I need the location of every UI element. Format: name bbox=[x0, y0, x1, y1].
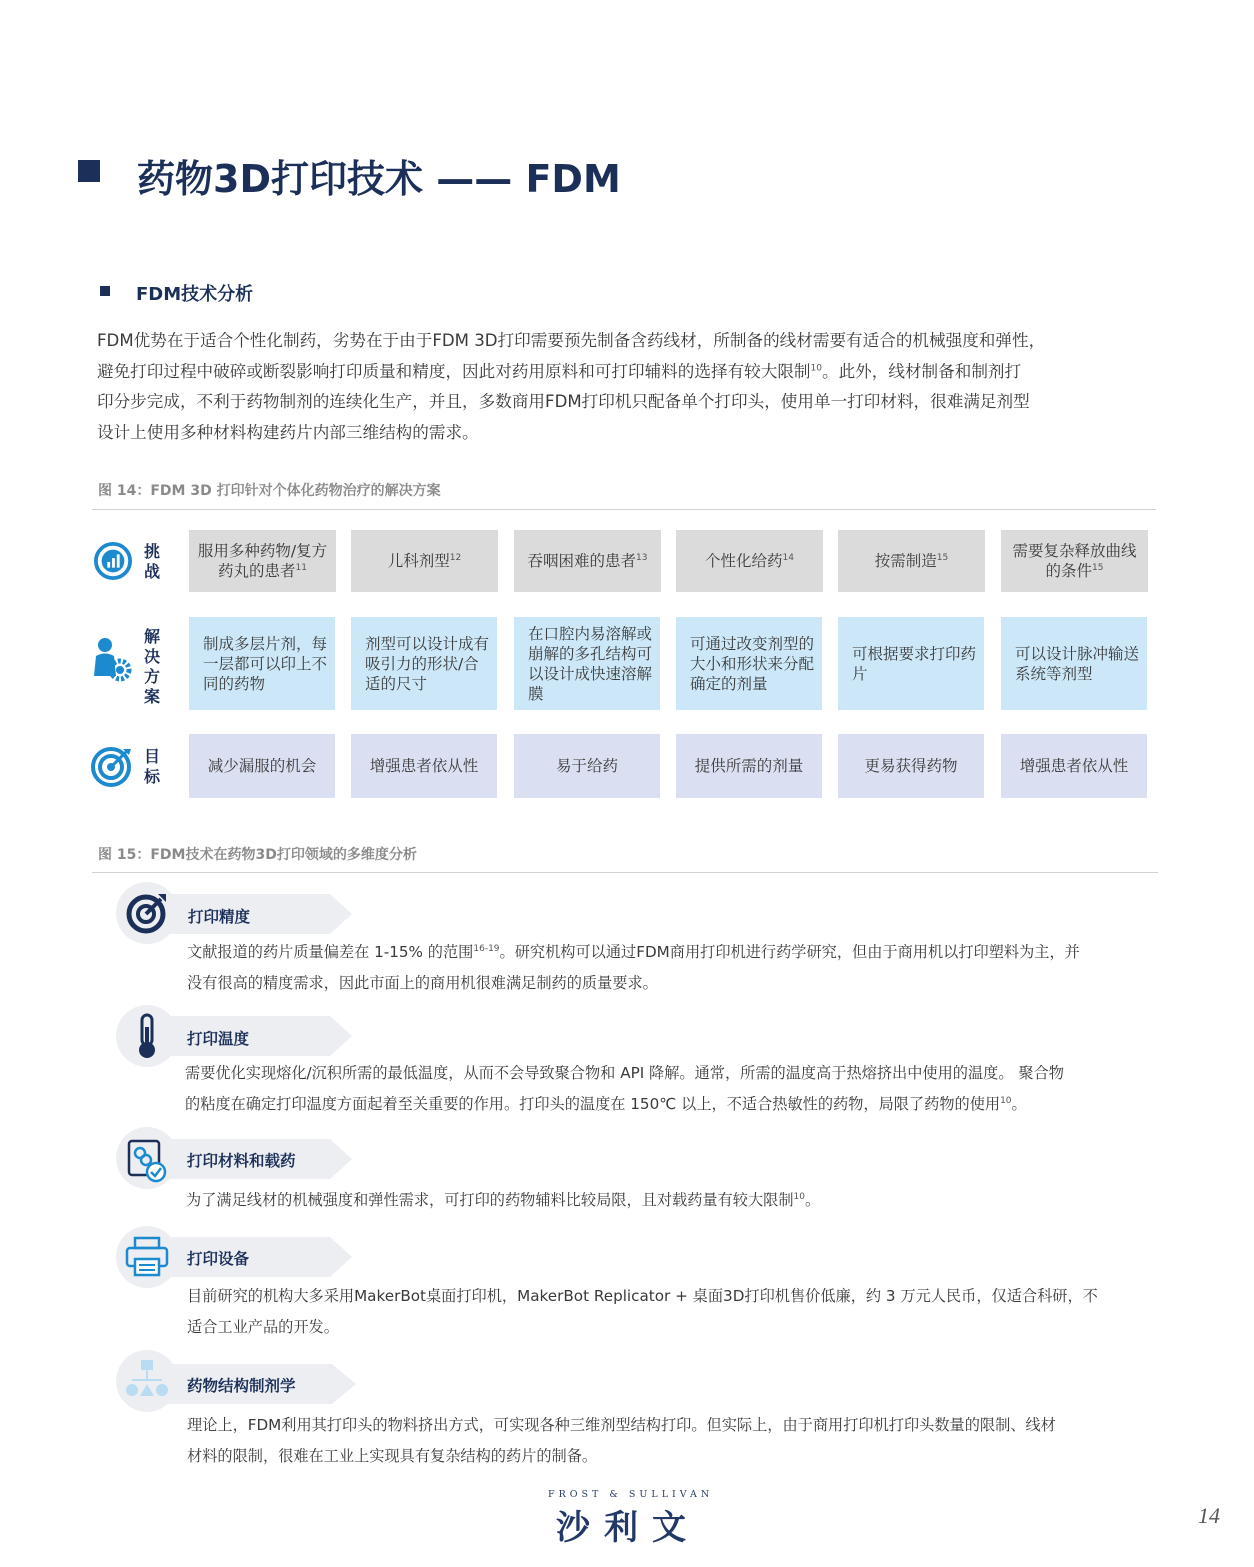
dim-title: 打印温度 bbox=[187, 1030, 250, 1048]
dim-text: 需要优化实现熔化/沉积所需的最低温度，从而不会导致聚合物和 API 降解。通常，所需的温度高于热熔挤出中使用的温度。 聚合物 的粘度在确定打印温度方面起着至关重要的作用。打印头的温度在 150℃ 以上，不适合热敏性的药物，局限了药物的使用$^{10}$。 bbox=[185, 1064, 1064, 1113]
page-title: 药物3D打印技术 —— FDM bbox=[137, 157, 621, 201]
target-icon bbox=[91, 745, 133, 791]
goal-row-label: 目 标 bbox=[143, 747, 160, 786]
solution-box: 可通过改变剂型的大小和形状来分配确定的剂量 bbox=[676, 617, 822, 710]
challenge-box: 按需制造$^{15}$ bbox=[838, 530, 985, 592]
divider bbox=[92, 509, 1156, 510]
pill-bottle-check-icon bbox=[116, 1127, 178, 1189]
logo-english: FROST & SULLIVAN bbox=[548, 1489, 714, 1500]
challenge-box: 服用多种药物/复方药丸的患者$^{11}$ bbox=[189, 530, 336, 592]
goal-box: 减少漏服的机会 bbox=[189, 734, 335, 798]
solution-row-label: 解 决 方 案 bbox=[143, 627, 160, 706]
printer-icon bbox=[116, 1226, 178, 1288]
thermometer-icon bbox=[116, 1005, 178, 1067]
solution-box: 制成多层片剂，每一层都可以印上不同的药物 bbox=[189, 617, 335, 710]
dim-text: 为了满足线材的机械强度和弹性需求，可打印的药物辅料比较局限，且对载药量有较大限制$^{10}$。 bbox=[186, 1191, 821, 1209]
goal-box: 提供所需的剂量 bbox=[676, 734, 822, 798]
dim-title: 打印设备 bbox=[187, 1250, 250, 1268]
solution-box: 剂型可以设计成有吸引力的形状/合适的尺寸 bbox=[351, 617, 497, 710]
dim-text: 目前研究的机构大多采用MakerBot桌面打印机，MakerBot Replicator + 桌面3D打印机售价低廉，约 3 万元人民币，仅适合科研，不 适合工业产品的开发。 bbox=[187, 1287, 1098, 1336]
dim-title: 打印材料和载药 bbox=[187, 1152, 296, 1170]
paragraph-line: 设计上使用多种材料构建药片内部三维结构的需求。 bbox=[97, 422, 479, 442]
figure-15-caption: 图 15：FDM技术在药物3D打印领域的多维度分析 bbox=[98, 847, 417, 863]
businessman-gear-icon bbox=[92, 636, 134, 690]
challenge-box: 吞咽困难的患者$^{13}$ bbox=[514, 530, 661, 592]
dim-title: 打印精度 bbox=[188, 908, 251, 926]
solution-box: 在口腔内易溶解或崩解的多孔结构可以设计成快速溶解膜 bbox=[514, 617, 660, 710]
paragraph-line: 避免打印过程中破碎或断裂影响打印质量和精度，因此对药用原料和可打印辅料的选择有较大限制$^{10}$。此外，线材制备和制剂打 bbox=[97, 361, 1022, 381]
intro-paragraph bbox=[97, 326, 1163, 448]
figure-14-caption: 图 14：FDM 3D 打印针对个体化药物治疗的解决方案 bbox=[98, 483, 441, 499]
dim-text: 理论上，FDM利用其打印头的物料挤出方式，可实现各种三维剂型结构打印。但实际上，由于商用打印机打印头数量的限制、线材 材料的限制，很难在工业上实现具有复杂结构的药片的制备。 bbox=[187, 1416, 1056, 1465]
challenge-box: 需要复杂释放曲线的条件$^{15}$ bbox=[1001, 530, 1148, 592]
paragraph-line: FDM优势在于适合个性化制药，劣势在于由于FDM 3D打印需要预先制备含药线材，所制备的线材需要有适合的机械强度和弹性， bbox=[97, 331, 1046, 350]
bar-chart-icon bbox=[94, 542, 132, 584]
divider bbox=[92, 872, 1158, 873]
section-square-bullet bbox=[100, 286, 110, 296]
challenge-row-label: 挑 战 bbox=[143, 542, 160, 581]
solution-box: 可根据要求打印药片 bbox=[838, 617, 984, 710]
goal-box: 易于给药 bbox=[514, 734, 660, 798]
title-square-bullet bbox=[78, 160, 100, 182]
dim-text: 文献报道的药片质量偏差在 1-15% 的范围$^{16-19}$。研究机构可以通过FDM商用打印机进行药学研究，但由于商用机以打印塑料为主，并 没有很高的精度需求，因此市面上的商用机很难满足制药的质量要求。 bbox=[187, 943, 1080, 992]
paragraph-line: 印分步完成，不利于药物制剂的连续化生产，并且，多数商用FDM打印机只配备单个打印头，使用单一打印材料，很难满足剂型 bbox=[97, 392, 1030, 411]
section-title: FDM技术分析 bbox=[136, 284, 254, 305]
challenge-box: 儿科剂型$^{12}$ bbox=[351, 530, 498, 592]
goal-box: 增强患者依从性 bbox=[351, 734, 497, 798]
solution-box: 可以设计脉冲输送系统等剂型 bbox=[1001, 617, 1147, 710]
logo-chinese: 沙利文 bbox=[556, 1508, 700, 1548]
page-number: 14 bbox=[1198, 1503, 1220, 1528]
goal-box: 增强患者依从性 bbox=[1001, 734, 1147, 798]
dim-title: 药物结构制剂学 bbox=[187, 1377, 296, 1395]
precision-target-icon bbox=[116, 882, 178, 944]
challenge-box: 个性化给药$^{14}$ bbox=[676, 530, 823, 592]
structure-hierarchy-icon bbox=[116, 1350, 178, 1412]
goal-box: 更易获得药物 bbox=[838, 734, 984, 798]
